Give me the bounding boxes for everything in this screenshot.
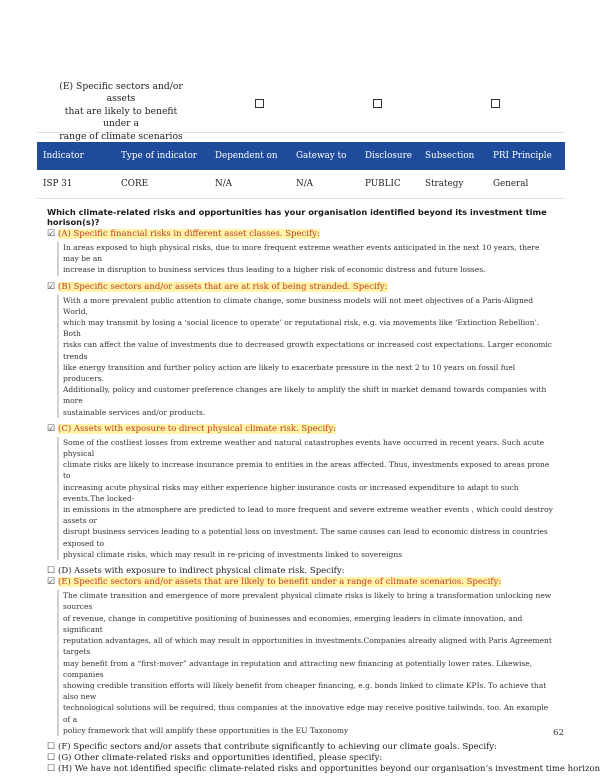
unchecked-box-icon: ☐ [47, 566, 56, 577]
indicator-table-header [37, 142, 565, 170]
option-e[interactable] [47, 577, 557, 588]
cell-type: CORE [121, 179, 148, 189]
page-number: 62 [553, 728, 564, 738]
option-c-label: (C) Assets with exposure to direct physical climate risk. Specify: [58, 423, 336, 434]
checked-box-icon: ☑ [47, 423, 56, 434]
cell-disclosure: PUBLIC [365, 179, 401, 189]
checked-box-icon: ☑ [47, 229, 56, 239]
header-subsection: Subsection [425, 151, 475, 161]
checkbox[interactable] [255, 99, 264, 108]
option-h[interactable] [47, 764, 600, 775]
top-option-label: (E) Specific sectors and/or assets that are likely to benefit under a range of climate scenarios [59, 81, 183, 142]
option-b-answer: With a more prevalent public attention to climate change, some business models will not meet objectives of a Paris-Aligned World, which may transmit by losing a ‘social licence to operate’ or reputational risk, e.g. via movements like ‘Extinction Rebellion’. Both risks can affect the value of investments due to decreased growth expectations or increased cost expectations. Larger economic trends like energy transition and further policy action are likely to exacerbate pressure in the next 2 to 10 years on fossil fuel producers. Additionally, policy and customer preference changes are likely to amplify the shift in market demand towards companies with more sustainable services and/or products. [57, 295, 557, 418]
option-g[interactable] [47, 753, 557, 764]
option-g-label: (G) Other climate-related risks and opportunities identified, please specify: [58, 753, 383, 764]
header-dependent-on: Dependent on [215, 151, 278, 161]
option-a[interactable] [47, 229, 557, 240]
option-h-label: (H) We have not identified specific climate-related risks and opportunities beyond our organisation’s investment time horizon [58, 764, 600, 775]
option-a-label: (A) Specific financial risks in different asset classes. Specify: [58, 229, 320, 239]
checked-box-icon: ☑ [47, 281, 56, 292]
option-f[interactable] [47, 742, 557, 753]
option-b[interactable] [47, 282, 557, 293]
checkbox[interactable] [373, 99, 382, 108]
option-f-label: (F) Specific sectors and/or assets that contribute significantly to achieving our climate goals. Specify: [58, 741, 497, 752]
indicator-table-row [37, 170, 565, 199]
checked-box-icon: ☑ [47, 577, 56, 588]
option-a-answer: In areas exposed to high physical risks, due to more frequent extreme weather events anticipated in the next 10 years, there may be an increase in disruption to business services thus leading to a higher risk of economic distress and future losses. [57, 242, 557, 276]
cell-subsection: Strategy [425, 179, 464, 189]
option-e-label: (E) Specific sectors and/or assets that are likely to benefit under a range of climate scenarios. Specify: [58, 577, 502, 588]
cell-dependent-on: N/A [215, 179, 233, 189]
cell-pri-principle: General [493, 179, 529, 189]
option-d-label: (D) Assets with exposure to indirect physical climate risk. Specify: [58, 566, 345, 577]
option-d[interactable] [47, 566, 557, 577]
checkbox[interactable] [491, 99, 500, 108]
cell-gateway-to: N/A [296, 179, 314, 189]
header-disclosure: Disclosure [365, 151, 413, 161]
header-indicator: Indicator [43, 151, 84, 161]
top-option-row [37, 69, 565, 142]
option-c[interactable] [47, 424, 557, 435]
header-pri-principle: PRI Principle [493, 151, 552, 161]
option-e-answer: The climate transition and emergence of more prevalent physical climate risks is likely to bring a transformation unlocking new sources of revenue, change in competitive positioning of businesses and economies, emerging leaders in climate innovation, and significant reputation advantages, all of which may result in opportunities in investments.Companies already aligned with Paris Agreement targets may benefit from a “first-mover” advantage in reputation and attracting new financing at potentially lower rates. Likewise, companies showing credible transition efforts will likely benefit from cheaper financing, e.g. bonds linked to climate KPIs. To achieve that also new technological solutions will be required, thus companies at the innovative edge may receive positive tailwinds, too. An example of a policy framework that will amplify these opportunities is the EU Taxonomy [57, 590, 557, 736]
unchecked-box-icon: ☐ [47, 741, 56, 752]
option-b-label: (B) Specific sectors and/or assets that are at risk of being stranded. Specify: [58, 281, 388, 292]
question-title: Which climate-related risks and opportunities has your organisation identified beyond its investment time horison(s)? [47, 207, 547, 227]
header-type: Type of indicator [121, 151, 197, 161]
option-c-answer: Some of the costliest losses from extreme weather and natural catastrophes events have occurred in recent years. Such acute physical climate risks are likely to increase insurance premia to entities in the areas affected. Thus, investments exposed to areas prone to increasing acute physical risks may either experience higher insurance costs or increased expenditure to adapt to such events.The locked- in emissions in the atmosphere are predicted to lead to more frequent and severe extreme weather events , which could destroy assets or disrupt business services leading to a potential loss on investment. The same causes can lead to economic distress in countries exposed to physical climate risks, which may result in re-pricing of investments linked to sovereigns [57, 437, 557, 560]
cell-indicator: ISP 31 [43, 179, 73, 189]
unchecked-box-icon: ☐ [47, 753, 56, 764]
header-gateway-to: Gateway to [296, 151, 347, 161]
unchecked-box-icon: ☐ [47, 764, 56, 775]
